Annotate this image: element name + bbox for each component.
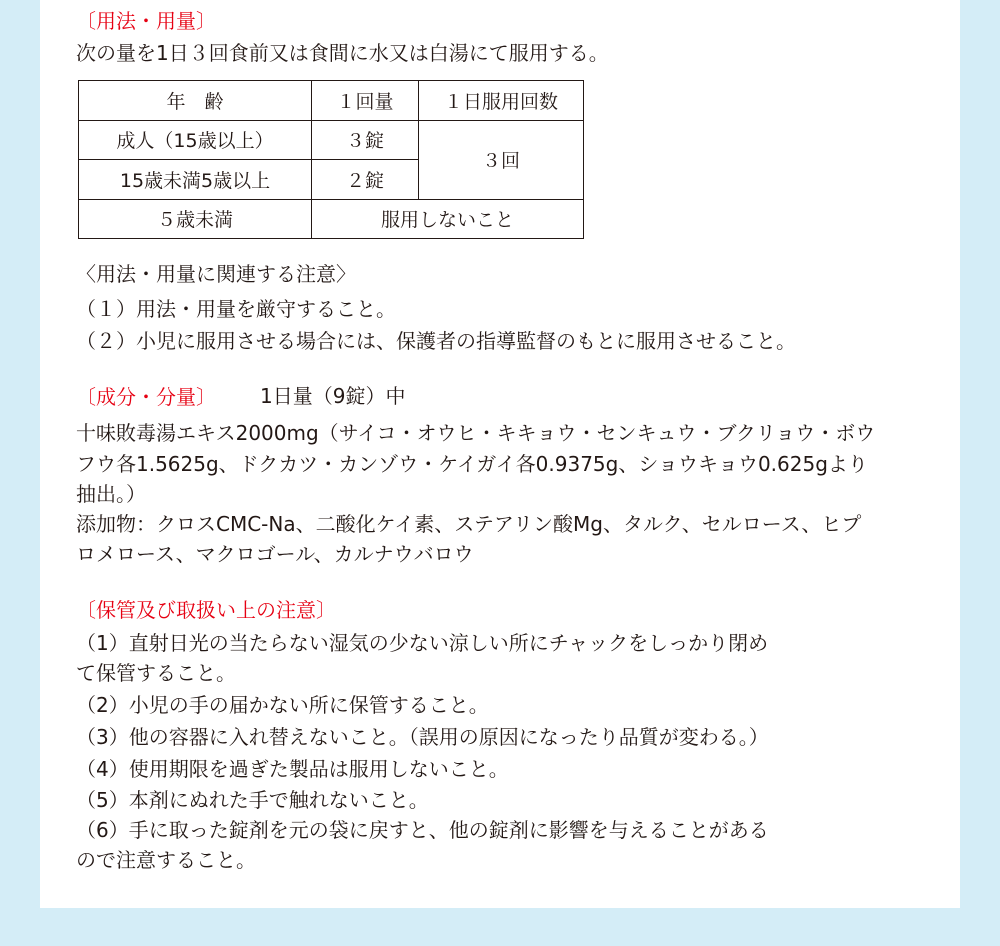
header-daily-count: １日服用回数 — [419, 81, 584, 121]
storage-line: （5）本剤にぬれた手で触れないこと。 — [76, 788, 429, 812]
additives-line: 添加物：クロスCMC-Na、二酸化ケイ素、ステアリン酸Mg、タルク、セルロース、ヒプ — [76, 512, 862, 536]
row-child-age: 15歳未満5歳以上 — [79, 160, 312, 200]
storage-line: （3）他の容器に入れ替えないこと。（誤用の原因になったり品質が変わる。） — [76, 725, 769, 749]
storage-heading: 〔保管及び取扱い上の注意〕 — [76, 598, 336, 622]
row-under5-age: ５歳未満 — [79, 199, 312, 239]
usage-notes-heading: 〈用法・用量に関連する注意〉 — [76, 262, 356, 286]
additives-line: ロメロース、マクロゴール、カルナウバロウ — [76, 542, 474, 566]
daily-count-value: ３回 — [419, 120, 584, 199]
row-child-dose: ２錠 — [312, 160, 419, 200]
dosage-table-header — [79, 81, 584, 121]
storage-line: （4）使用期限を過ぎた製品は服用しないこと。 — [76, 757, 509, 781]
ingredients-line: 十味敗毒湯エキス2000mg（サイコ・オウヒ・キキョウ・センキュウ・ブクリョウ・ボウ — [76, 421, 876, 445]
row-under5-note: 服用しないこと — [312, 199, 584, 239]
ingredients-line: フウ各1.5625g、ドクカツ・カンゾウ・ケイガイ各0.9375g、ショウキョウ0.625gより — [76, 452, 868, 476]
row-adult-age: 成人（15歳以上） — [79, 120, 312, 160]
storage-line: ので注意すること。 — [76, 848, 256, 872]
table-row — [79, 120, 584, 160]
ingredients-line: 抽出。） — [76, 482, 146, 506]
header-single-dose: １回量 — [312, 81, 419, 121]
usage-note-item: （２）小児に服用させる場合には、保護者の指導監督のもとに服用させること。 — [76, 329, 796, 353]
dosage-table — [78, 80, 584, 239]
ingredients-heading: 〔成分・分量〕 — [76, 385, 216, 409]
storage-line: （6）手に取った錠剤を元の袋に戻すと、他の錠剤に影響を与えることがある — [76, 818, 769, 842]
storage-line: （1）直射日光の当たらない湿気の少ない涼しい所にチャックをしっかり閉め — [76, 631, 769, 655]
ingredients-amount-label: 1日量（9錠）中 — [260, 384, 406, 408]
usage-note-item: （１）用法・用量を厳守すること。 — [76, 297, 396, 321]
table-row — [79, 199, 584, 239]
usage-heading: 〔用法・用量〕 — [76, 9, 216, 33]
storage-line: て保管すること。 — [76, 661, 236, 685]
usage-intro: 次の量を1日３回食前又は食間に水又は白湯にて服用する。 — [76, 41, 609, 65]
row-adult-dose: ３錠 — [312, 120, 419, 160]
storage-line: （2）小児の手の届かない所に保管すること。 — [76, 693, 489, 717]
header-age: 年 齢 — [79, 81, 312, 121]
